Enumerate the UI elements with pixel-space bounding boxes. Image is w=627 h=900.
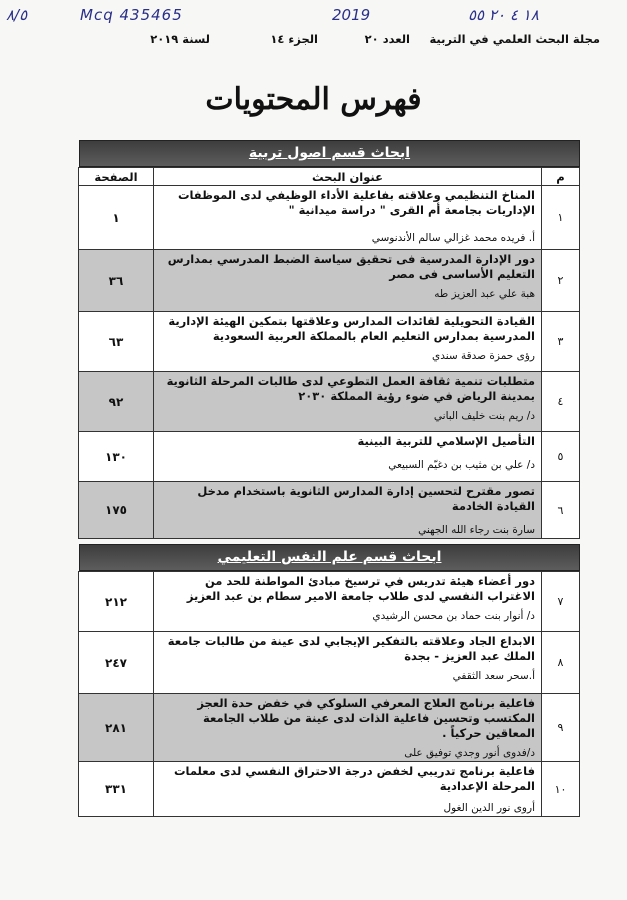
row-number: ٨ <box>542 632 580 694</box>
page-number: ١٧٥ <box>79 482 154 539</box>
table-row <box>79 312 580 372</box>
row-content <box>154 372 542 432</box>
table-row <box>79 250 580 312</box>
column-header-row <box>79 168 580 186</box>
research-author: أ. فريده محمد غزالي سالم الأندنوسي <box>371 232 535 244</box>
row-number: ٧ <box>542 572 580 632</box>
table-row <box>79 572 580 632</box>
table-row <box>79 186 580 250</box>
research-author: د/ ريم بنت خليف الباني <box>433 410 535 422</box>
research-title: دور أعضاء هيئة تدريس في ترسيخ مبادئ المواطنة للحد من الاغتراب النفسي لدى طلاب جامعة الامير سطام بن عبد العزيز <box>186 574 535 603</box>
research-author: أروى نور الدين الغول <box>443 802 535 814</box>
table-row <box>79 762 580 817</box>
contents-table <box>78 571 580 817</box>
page-number: ٣٣١ <box>79 762 154 817</box>
table-row <box>79 482 580 539</box>
handwritten-annotations <box>0 2 627 28</box>
column-header-title: عنوان البحث <box>154 168 542 186</box>
journal-name: مجلة البحث العلمي في التربية <box>429 32 600 46</box>
row-content <box>154 432 542 482</box>
table-row <box>79 632 580 694</box>
row-content <box>154 632 542 694</box>
research-title: القيادة التحويلية لقائدات المدارس وعلاقتها بتمكين الهيئة الإدارية المدرسية بمدارس التعليم العام بالمملكة العربية السعودية <box>168 314 535 343</box>
page-number: ٢١٢ <box>79 572 154 632</box>
research-author: د/فدوى أنور وجدي توفيق على <box>404 747 535 759</box>
row-content <box>154 482 542 539</box>
research-author: د/ علي بن مثيب بن دغيّم السبيعي <box>388 459 535 471</box>
page-number: ٣٦ <box>79 250 154 312</box>
page-number: ٦٣ <box>79 312 154 372</box>
research-author: سارة بنت رجاء الله الجهني <box>418 524 535 536</box>
research-title: متطلبات تنمية ثقافة العمل التطوعي لدى طالبات المرحلة الثانوية بمدينة الرياض في ضوء رؤية المملكة ٢٠٣٠ <box>166 374 535 403</box>
row-content <box>154 572 542 632</box>
page-number: ٩٢ <box>79 372 154 432</box>
row-content <box>154 694 542 762</box>
handwritten-left-mark: ٨/٥ <box>6 6 28 24</box>
research-title: دور الإدارة المدرسية فى تحقيق سياسة الضبط المدرسي بمدارس التعليم الأساسى فى مصر <box>167 252 535 281</box>
handwritten-year: 2019 <box>332 6 371 24</box>
research-title: فاعلية برنامج العلاج المعرفي السلوكي في خفض حدة العجز المكتسب وتحسين فاعلية الذات لدى عينة من طلاب الجامعة المعاقين حركياً . <box>197 696 535 740</box>
page-number: ١٣٠ <box>79 432 154 482</box>
row-content <box>154 762 542 817</box>
row-number: ٩ <box>542 694 580 762</box>
row-number: ١٠ <box>542 762 580 817</box>
row-number: ٦ <box>542 482 580 539</box>
page-number: ١ <box>79 186 154 250</box>
row-number: ٤ <box>542 372 580 432</box>
research-title: تصور مقترح لتحسين إدارة المدارس الثانوية باستخدام مدخل القيادة الخادمة <box>197 484 535 513</box>
section-heading: ابحاث قسم اصول تربية <box>79 140 580 167</box>
section-foundations-of-education <box>79 140 580 539</box>
section-heading: ابحاث قسم علم النفس التعليمي <box>79 544 580 571</box>
research-title: الابداع الجاد وعلاقته بالتفكير الإيجابي لدى عينة من طالبات جامعة الملك عبد العزيز - بجدة <box>167 634 535 663</box>
research-title: التأصيل الإسلامي للتربية البينية <box>357 434 535 448</box>
page-number: ٢٤٧ <box>79 632 154 694</box>
publication-year: لسنة ٢٠١٩ <box>150 32 210 46</box>
journal-header <box>80 28 600 50</box>
research-title: المناخ التنظيمي وعلاقته بفاعلية الأداء الوظيفي لدى الموظفات الإداريات بجامعة أم القرى " دراسة ميدانية " <box>177 188 535 217</box>
table-row <box>79 372 580 432</box>
column-header-page: الصفحة <box>79 168 154 186</box>
row-number: ١ <box>542 186 580 250</box>
issue-number: العدد ٢٠ <box>364 32 410 46</box>
handwritten-date: ١٨ ٤ ٢٠ ٥٥ <box>468 6 539 24</box>
row-content <box>154 186 542 250</box>
table-row <box>79 432 580 482</box>
row-number: ٣ <box>542 312 580 372</box>
row-number: ٢ <box>542 250 580 312</box>
research-author: أ.سحر سعد الثقفي <box>452 670 535 682</box>
section-educational-psychology <box>79 544 580 817</box>
page-title: فهرس المحتويات <box>205 82 422 117</box>
research-author: هبة علي عبد العزيز طه <box>434 288 535 300</box>
page-number: ٢٨١ <box>79 694 154 762</box>
table-row <box>79 694 580 762</box>
row-content <box>154 312 542 372</box>
research-author: رؤى حمزة صدقة سندي <box>431 350 535 362</box>
contents-table <box>78 167 580 539</box>
handwritten-ref-number: Mcq 435465 <box>80 6 183 24</box>
research-author: د/ أنوار بنت حماد بن محسن الرشيدي <box>372 610 535 622</box>
part-number: الجزء ١٤ <box>270 32 318 46</box>
column-header-number: م <box>542 168 580 186</box>
research-title: فاعلية برنامج تدريبي لخفض درجة الاحتراق النفسي لدى معلمات المرحلة الإعدادية <box>173 764 535 793</box>
row-number: ٥ <box>542 432 580 482</box>
row-content <box>154 250 542 312</box>
